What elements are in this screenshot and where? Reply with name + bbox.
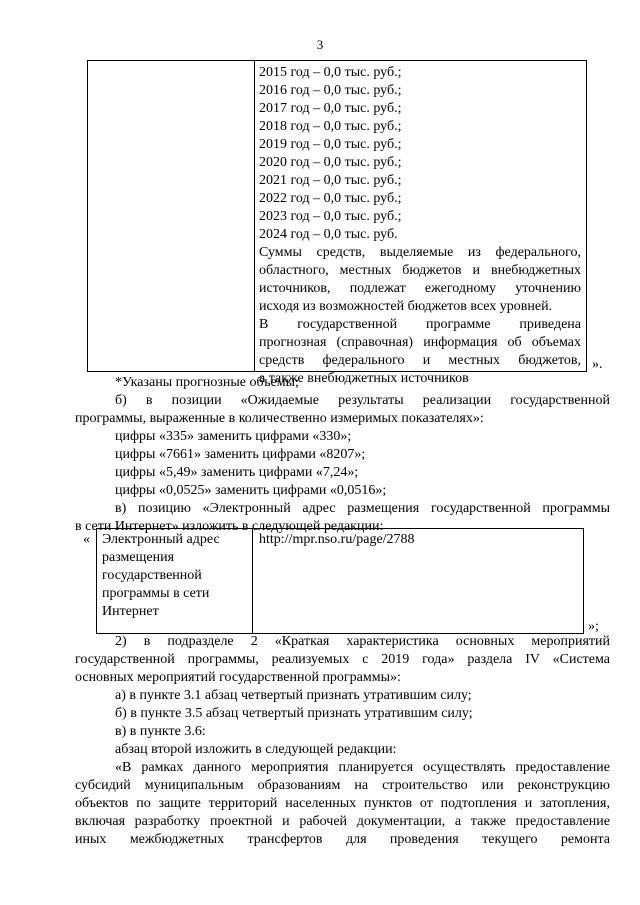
table-divider bbox=[252, 529, 253, 633]
funding-year-line: 2018 год – 0,0 тыс. руб.; bbox=[259, 119, 402, 134]
address-label-line: программы в сети bbox=[102, 586, 210, 601]
list-item: абзац второй изложить в следующей редакции: bbox=[115, 742, 397, 757]
page-number: 3 bbox=[316, 37, 324, 52]
digit-replacement: цифры «7661» заменить цифрами «8207»; bbox=[115, 447, 366, 462]
funding-year-line: 2023 год – 0,0 тыс. руб.; bbox=[259, 209, 402, 224]
funding-note-line: Суммы средств, выделяемые из федерального, bbox=[259, 245, 581, 260]
address-url: http://mpr.nso.ru/page/2788 bbox=[259, 532, 415, 547]
address-label-line: Интернет bbox=[102, 604, 159, 619]
paragraph-line: 2) в подразделе 2 «Краткая характеристика основных мероприятий bbox=[115, 634, 610, 649]
funding-info-line: прогнозная (справочная) информация об объемах bbox=[259, 335, 581, 350]
list-item: а) в пункте 3.1 абзац четвертый признать утратившим силу; bbox=[115, 688, 472, 703]
quote-line: иных межбюджетных трансфертов для проведения текущего ремонта bbox=[75, 832, 610, 847]
closing-quote: ». bbox=[592, 357, 603, 372]
funding-info-line: средств федерального и местных бюджетов, bbox=[259, 353, 581, 368]
digit-replacement: цифры «5,49» заменить цифрами «7,24»; bbox=[115, 465, 359, 480]
list-item: б) в пункте 3.5 абзац четвертый признать утратившим силу; bbox=[115, 706, 473, 721]
funding-year-line: 2016 год – 0,0 тыс. руб.; bbox=[259, 83, 402, 98]
paragraph-line: государственной программы, реализуемых с 2019 года» раздела IV «Система bbox=[75, 652, 610, 667]
funding-year-line: 2020 год – 0,0 тыс. руб.; bbox=[259, 155, 402, 170]
funding-year-line: 2022 год – 0,0 тыс. руб.; bbox=[259, 191, 402, 206]
paragraph-line: в) позицию «Электронный адрес размещения государственной программы bbox=[115, 501, 610, 516]
quote-line: объектов по защите территорий населенных пунктов от подтопления и затопления, bbox=[75, 796, 610, 811]
quote-line: «В рамках данного мероприятия планируется осуществлять предоставление bbox=[115, 760, 610, 775]
table-divider bbox=[254, 61, 255, 371]
opening-quote: « bbox=[83, 532, 90, 547]
funding-year-line: 2015 год – 0,0 тыс. руб.; bbox=[259, 65, 402, 80]
funding-info-line: а также внебюджетных источников bbox=[259, 371, 469, 386]
address-table bbox=[96, 528, 584, 634]
funding-info-line: В государственной программе приведена bbox=[259, 317, 581, 332]
funding-note-line: исходя из возможностей бюджетов всех уровней. bbox=[259, 299, 553, 314]
address-label-line: Электронный адрес bbox=[102, 532, 220, 547]
address-label-line: размещения bbox=[102, 550, 175, 565]
funding-year-line: 2019 год – 0,0 тыс. руб.; bbox=[259, 137, 402, 152]
funding-cell bbox=[259, 64, 581, 388]
quote-line: субсидий муниципальным образованиям на строительство или реконструкцию bbox=[75, 778, 610, 793]
paragraph-line: б) в позиции «Ожидаемые результаты реализации государственной bbox=[115, 393, 610, 408]
funding-year-line: 2024 год – 0,0 тыс. руб. bbox=[259, 227, 398, 242]
paragraph-line: основных мероприятий государственной программы»: bbox=[75, 670, 401, 685]
address-label-line: государственной bbox=[102, 568, 202, 583]
funding-year-line: 2021 год – 0,0 тыс. руб.; bbox=[259, 173, 402, 188]
footnote: *Указаны прогнозные объемы; bbox=[115, 375, 299, 390]
funding-year-line: 2017 год – 0,0 тыс. руб.; bbox=[259, 101, 402, 116]
funding-note-line: областного, местных бюджетов и внебюджетных bbox=[259, 263, 581, 278]
quote-line: включая разработку проектной и рабочей документации, а также предоставление bbox=[75, 814, 610, 829]
digit-replacement: цифры «0,0525» заменить цифрами «0,0516»; bbox=[115, 483, 387, 498]
digit-replacement: цифры «335» заменить цифрами «330»; bbox=[115, 429, 352, 444]
funding-note-line: источников, подлежат ежегодному уточнению bbox=[259, 281, 581, 296]
list-item: в) в пункте 3.6: bbox=[115, 724, 206, 739]
paragraph-line: в сети Интернет» изложить в следующей редакции: bbox=[75, 519, 384, 534]
closing-quote: »; bbox=[588, 619, 599, 634]
address-label-cell bbox=[102, 531, 247, 621]
paragraph-line: программы, выраженные в количественно измеримых показателях»: bbox=[75, 411, 484, 426]
